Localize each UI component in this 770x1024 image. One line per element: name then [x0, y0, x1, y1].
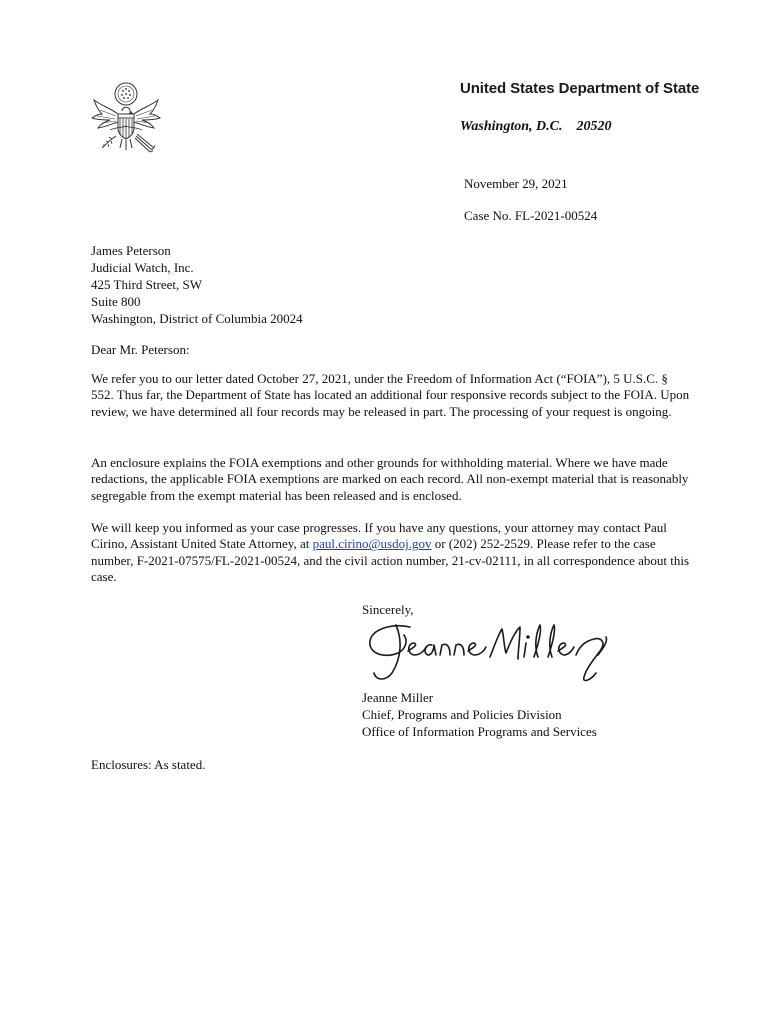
signature-block	[362, 689, 597, 740]
enclosures-note: Enclosures: As stated.	[91, 757, 206, 772]
body-paragraph-1: We refer you to our letter dated October 27, 2021, under the Freedom of Information Act (“FOIA”), 5 U.S.C. § 552. Thus far, the Department of State has located an additional four responsive records subject to the FOIA. Upon review, we have determined all four records may be released in part. The processing of your request is ongoing.	[91, 371, 690, 419]
case-number: Case No. FL-2021-00524	[464, 208, 598, 223]
department-city	[460, 119, 611, 135]
recipient-name: James Peterson	[91, 243, 171, 258]
letter-date: November 29, 2021	[464, 176, 568, 191]
signer-office: Office of Information Programs and Services	[362, 724, 597, 739]
paragraph-3-text-start: We will keep you informed as your case progresses. If you have any questions, your attorney may contact Paul Cirino, Assistant United State Attorney, at	[91, 520, 667, 552]
closing: Sincerely,	[362, 602, 414, 617]
body-paragraph-2: An enclosure explains the FOIA exemptions and other grounds for withholding material. Where we have made redactions, the applicable FOIA exemptions are marked on each record. All non-exempt material that is reasonably segregable from the exempt material has been released and is enclosed.	[91, 455, 689, 503]
city-name: Washington, D.C.	[460, 119, 563, 134]
recipient-street: 425 Third Street, SW	[91, 277, 202, 292]
recipient-organization: Judicial Watch, Inc.	[91, 260, 194, 275]
paragraph-3-text-end: or (202) 252-2529. Please refer to the case number, F-2021-07575/FL-2021-00524, and the civil action number, 21-cv-02111, in all correspondence about this case.	[91, 536, 690, 585]
state-department-seal-icon	[88, 80, 164, 160]
handwritten-signature	[362, 617, 624, 687]
recipient-city-state: Washington, District of Columbia 20024	[91, 311, 303, 326]
signer-name: Jeanne Miller	[362, 690, 434, 705]
salutation: Dear Mr. Peterson:	[91, 342, 190, 357]
email-link[interactable]: paul.cirino@usdoj.gov	[312, 536, 432, 552]
department-name: United States Department of State	[460, 80, 700, 97]
recipient-suite: Suite 800	[91, 294, 141, 309]
zip-code: 20520	[576, 119, 612, 134]
signer-title: Chief, Programs and Policies Division	[362, 707, 562, 722]
body-paragraph-3	[91, 520, 691, 586]
recipient-address	[91, 242, 303, 327]
